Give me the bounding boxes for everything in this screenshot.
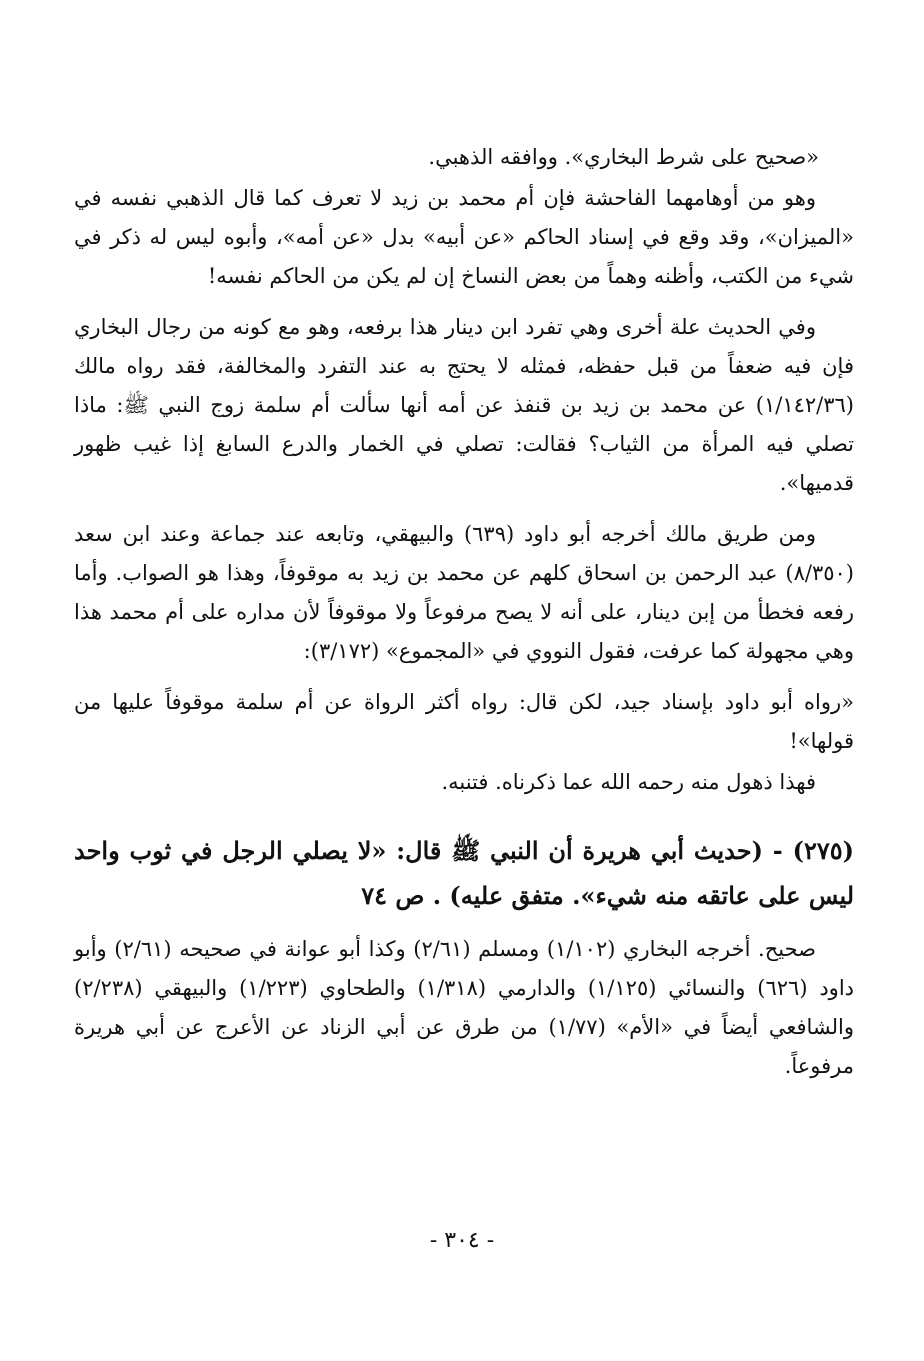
paragraph-malik-route: ومن طريق مالك أخرجه أبو داود (٦٣٩) والبيهقي، وتابعه عند جماعة وعند ابن سعد (٨/٣٥٠) عبد الرحمن بن اسحاق كلهم عن محمد بن زيد به موقوفاً، وهذا هو الصواب. وأما رفعه فخطأ من إبن دينار، على أنه لا يصح مرفوعاً ولا موقوفاً لأن مداره على أم محمد هذا وهي مجهولة كما عرفت، فقول النووي في «المجموع» (٣/١٧٢): xyxy=(74,522,854,663)
paragraph-authentication: «صحيح على شرط البخاري». ووافقه الذهبي. xyxy=(428,145,819,169)
paragraph-takhrij: صحيح. أخرجه البخاري (١/١٠٢) ومسلم (٢/٦١) وكذا أبو عوانة في صحيحه (٢/٦١) وأبو داود (٦٢٦) والنسائي (١/١٢٥) والدارمي (١/٣١٨) والطحاوي (١/٢٢٣) والبيهقي (٢/٢٣٨) والشافعي أيضاً في «الأم» (١/٧٧) من طرق عن أبي الزناد عن الأعرج عن أبي هريرة مرفوعاً. xyxy=(74,937,855,1078)
paragraph-quote: «رواه أبو داود بإسناد جيد، لكن قال: رواه أكثر الرواة عن أم سلمة موقوفاً عليها من قولها»! xyxy=(74,690,854,753)
hadith-heading: (٢٧٥) - (حديث أبي هريرة أن النبي ﷺ قال: «لا يصلي الرجل في ثوب واحد ليس على عاتقه منه شيء». متفق عليه) . ص ٧٤ xyxy=(74,836,854,910)
paragraph-conclusion: فهذا ذهول منه رحمه الله عما ذكرناه. فتنبه. xyxy=(441,770,816,794)
paragraph-error-note: وهو من أوهامهما الفاحشة فإن أم محمد بن زيد لا تعرف كما قال الذهبي نفسه في «الميزان»، وقد وقع في إسناد الحاكم «عن أبيه» بدل «عن أمه»، وأبوه ليس له ذكر في شيء من الكتب، وأظنه وهماً من بعض النساخ إن لم يكن من الحاكم نفسه! xyxy=(74,186,854,288)
page-body xyxy=(74,138,854,1086)
paragraph-hadith-defect: وفي الحديث علة أخرى وهي تفرد ابن دينار هذا برفعه، وهو مع كونه من رجال البخاري فإن فيه ضعفاً من قبل حفظه، فمثله لا يحتج به عند التفرد والمخالفة، فقد رواه مالك (١/١٤٢/٣٦) عن محمد بن زيد بن قنفذ عن أمه أنها سألت أم سلمة زوج النبي ﷺ: ماذا تصلي فيه المرأة من الثياب؟ فقالت: تصلي في الخمار والدرع السابغ إذا غيب ظهور قدميها». xyxy=(74,315,854,495)
page-number: - ٣٠٤ - xyxy=(429,1228,495,1253)
